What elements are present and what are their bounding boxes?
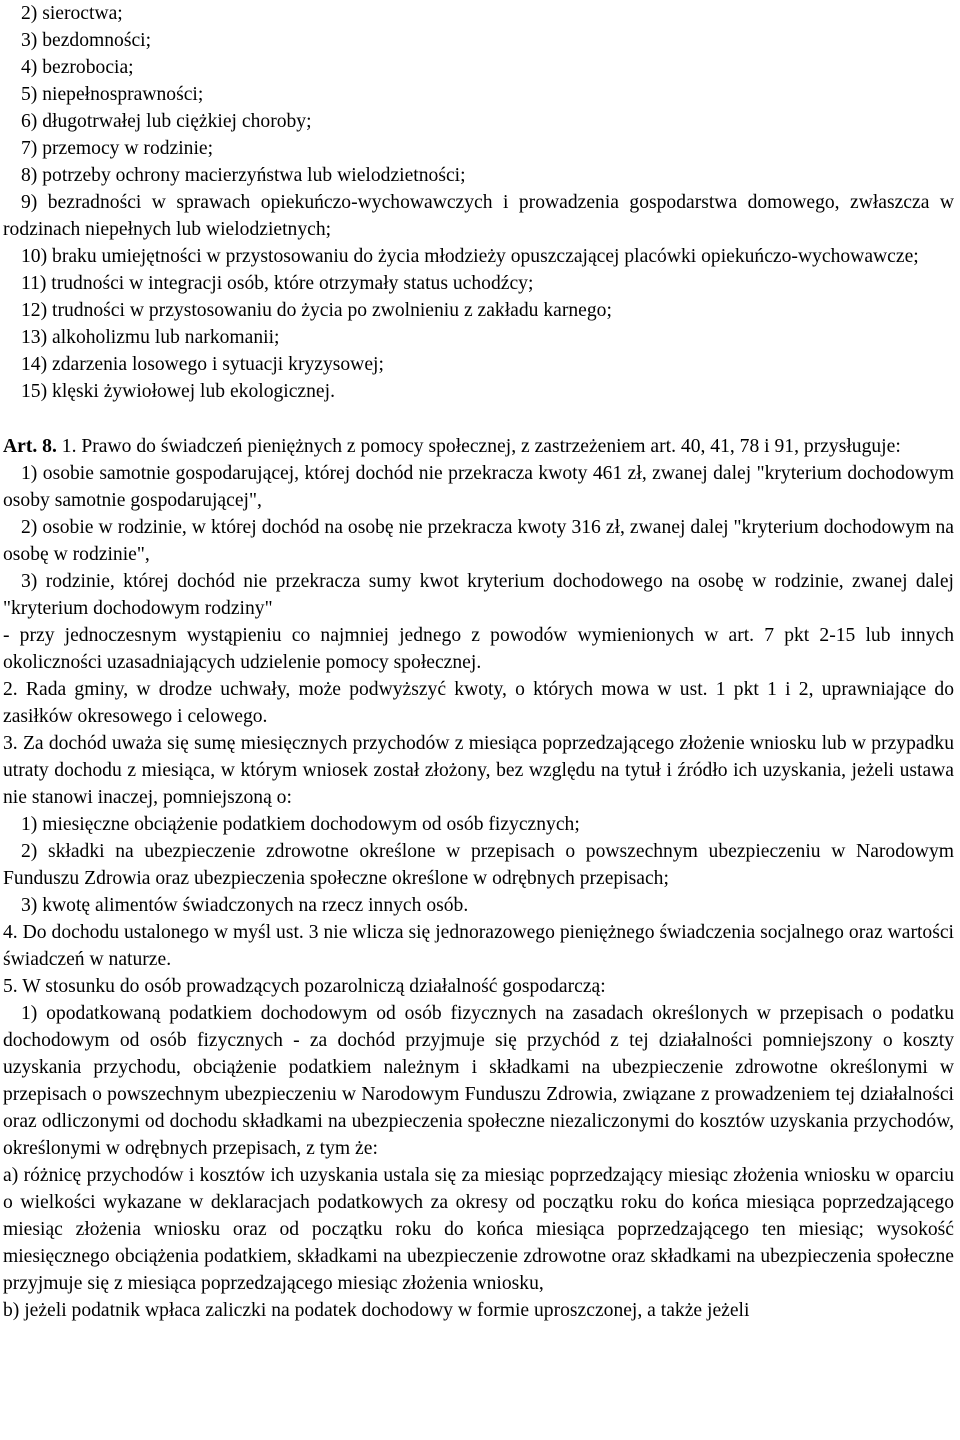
- article-paragraph-4: 4. Do dochodu ustalonego w myśl ust. 3 nie wlicza się jednorazowego pieniężnego świadczenia socjalnego oraz wartości świadczeń w naturze.: [3, 922, 954, 970]
- article-paragraph-5-intro: 5. W stosunku do osób prowadzących pozarolniczą działalność gospodarczą:: [3, 976, 606, 997]
- article-paragraph-1-intro: [3, 433, 954, 460]
- list-item: 7) przemocy w rodzinie;: [21, 138, 214, 159]
- list-item: 3) kwotę alimentów świadczonych na rzecz innych osób.: [21, 895, 469, 916]
- list-item: 2) składki na ubezpieczenie zdrowotne określone w przepisach o powszechnym ubezpieczeniu w Narodowym Funduszu Zdrowia oraz ubezpieczenia społeczne określone w odrębnych przepisach;: [3, 841, 954, 889]
- list-item: 10) braku umiejętności w przystosowaniu do życia młodzieży opuszczającej placówki opiekuńczo-wychowawcze;: [21, 246, 919, 267]
- paragraph-text: 1. Prawo do świadczeń pieniężnych z pomocy społecznej, z zastrzeżeniem art. 40, 41, 78 i 91, przysługuje:: [61, 436, 901, 457]
- list-item: 8) potrzeby ochrony macierzyństwa lub wielodzietności;: [21, 165, 466, 186]
- list-item: 12) trudności w przystosowaniu do życia po zwolnieniu z zakładu karnego;: [21, 300, 612, 321]
- list-item: a) różnicę przychodów i kosztów ich uzyskania ustala się za miesiąc poprzedzający miesiąc złożenia wniosku w oparciu o wielkości wykazane w deklaracjach podatkowych za okresy od początku roku do końca miesiąca poprzedzającego miesiąc złożenia wniosku oraz od początku roku do końca miesiąca poprzedzającego ten miesiąc; wysokość miesięcznego obciążenia podatkiem, składkami na ubezpieczenie zdrowotne oraz składkami na ubezpieczenia społeczne przyjmuje się z miesiąca poprzedzającego miesiąc złożenia wniosku,: [3, 1165, 954, 1294]
- list-item: 1) osobie samotnie gospodarującej, której dochód nie przekracza kwoty 461 zł, zwanej dalej "kryterium dochodowym osoby samotnie gospodarującej",: [3, 463, 954, 511]
- list-item: 1) opodatkowaną podatkiem dochodowym od osób fizycznych na zasadach określonych w przepisach o podatku dochodowym od osób fizycznych - za dochód przyjmuje się przychód z tej działalności pomniejszony o koszty uzyskania przychodu, obciążenie podatkiem należnym i składkami na ubezpieczenie zdrowotne określonymi w przepisach o powszechnym ubezpieczeniu w Narodowym Funduszu Zdrowia, związane z prowadzeniem tej działalności oraz odliczonymi od dochodu składkami na ubezpieczenia społeczne niezaliczonymi do kosztów uzyskania przychodów, określonymi w odrębnych przepisach, z tym że:: [3, 1003, 954, 1159]
- list-item: 3) bezdomności;: [21, 30, 152, 51]
- list-item: 2) sieroctwa;: [21, 3, 123, 24]
- list-item: 4) bezrobocia;: [21, 57, 134, 78]
- article-paragraph-2: 2. Rada gminy, w drodze uchwały, może podwyższyć kwoty, o których mowa w ust. 1 pkt 1 i 2, uprawniające do zasiłków okresowego i celowego.: [3, 679, 954, 727]
- list-item: 14) zdarzenia losowego i sytuacji kryzysowej;: [21, 354, 384, 375]
- list-item: 11) trudności w integracji osób, które otrzymały status uchodźcy;: [21, 273, 534, 294]
- list-item: b) jeżeli podatnik wpłaca zaliczki na podatek dochodowy w formie uproszczonej, a także jeżeli: [3, 1300, 750, 1321]
- list-item: 1) miesięczne obciążenie podatkiem dochodowym od osób fizycznych;: [21, 814, 580, 835]
- article-section: [3, 433, 954, 1324]
- spacer: [3, 405, 954, 433]
- list-item: 6) długotrwałej lub ciężkiej choroby;: [21, 111, 312, 132]
- list-item: 9) bezradności w sprawach opiekuńczo-wychowawczych i prowadzenia gospodarstwa domowego, zwłaszcza w rodzinach niepełnych lub wielodzietnych;: [3, 192, 954, 240]
- list-item: 13) alkoholizmu lub narkomanii;: [21, 327, 280, 348]
- article-number: Art. 8.: [3, 436, 57, 457]
- list-item: 5) niepełnosprawności;: [21, 84, 204, 105]
- reasons-list: [3, 0, 954, 405]
- article-paragraph-1-tail: - przy jednoczesnym wystąpieniu co najmniej jednego z powodów wymienionych w art. 7 pkt 2-15 lub innych okoliczności uzasadniających udzielenie pomocy społecznej.: [3, 625, 954, 673]
- article-paragraph-3-intro: 3. Za dochód uważa się sumę miesięcznych przychodów z miesiąca poprzedzającego złożenie wniosku lub w przypadku utraty dochodu z miesiąca, w którym wniosek został złożony, bez względu na tytuł i źródło ich uzyskania, jeżeli ustawa nie stanowi inaczej, pomniejszoną o:: [3, 733, 954, 808]
- list-item: 2) osobie w rodzinie, w której dochód na osobę nie przekracza kwoty 316 zł, zwanej dalej "kryterium dochodowym na osobę w rodzinie",: [3, 517, 954, 565]
- list-item: 15) klęski żywiołowej lub ekologicznej.: [21, 381, 335, 402]
- list-item: 3) rodzinie, której dochód nie przekracza sumy kwot kryterium dochodowego na osobę w rodzinie, zwanej dalej "kryterium dochodowym rodziny": [3, 571, 954, 619]
